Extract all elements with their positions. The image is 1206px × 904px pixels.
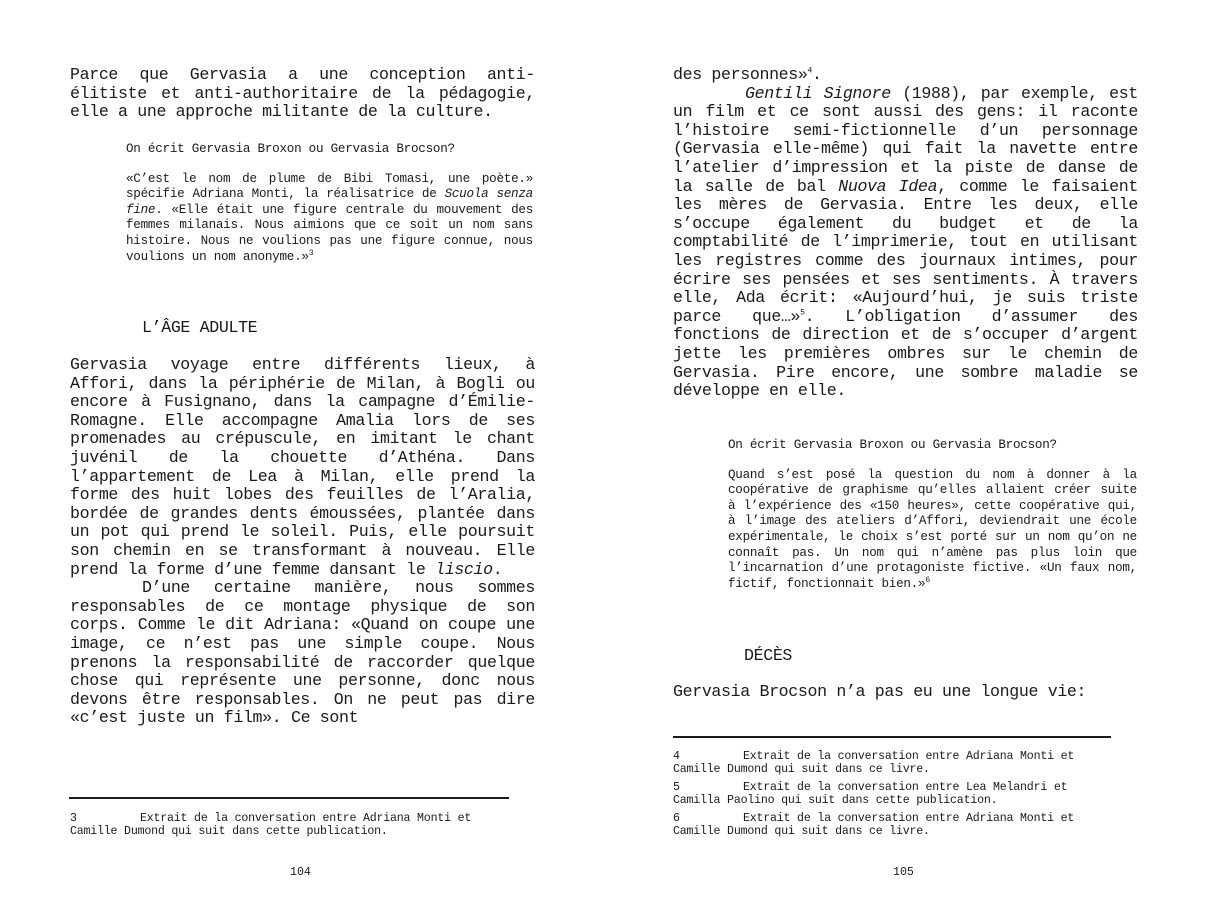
main-text	[673, 66, 1138, 401]
page-number: 104	[290, 866, 311, 879]
paragraph: Gentili Signore (1988), par exemple, est un film et ce sont aussi des gens: il raconte l’histoire semi-fictionnelle d’un personnage (Gervasia elle-même) qui fait la navette entre l’atelier d’impression et la piste de danse de la salle de bal Nuova Idea, comme le faisaient les mères de Gervasia. Entre les deux, elle s’occupe également du budget et de la comptabilité de l’imprimerie, tout en utilisant les registres comme des journaux intimes, pour écrire ses pensées et ses sentiments. À travers elle, Ada écrit: «Aujourd’hui, je suis triste parce que…»$^5$. L’obligation d’assumer des fonctions de direction et de s’occuper d’argent jette les premières ombres sur le chemin de Gervasia. Pire encore, une sombre maladie se développe en elle.	[673, 83, 1139, 401]
footnote: 4 Extrait de la conversation entre Adriana Monti et Camille Dumond qui suit dans ce livre.	[673, 750, 1075, 776]
section-heading-death: DÉCÈS	[744, 646, 793, 665]
page-number: 105	[893, 866, 914, 879]
quote-question: On écrit Gervasia Broxon ou Gervasia Brocson?	[728, 438, 1057, 452]
footnote: 3 Extrait de la conversation entre Adriana Monti et Camille Dumond qui suit dans cette publication.	[70, 812, 472, 838]
footnote-ref: 6	[925, 575, 930, 585]
footnote-number: 6	[673, 812, 680, 825]
paragraph: des personnes»$^4$.	[673, 65, 822, 84]
film-title: Scuola senza fine	[126, 187, 533, 217]
footnote-rule	[69, 797, 509, 799]
footnote-number: 5	[673, 781, 680, 794]
quote-question: On écrit Gervasia Broxon ou Gervasia Brocson?	[126, 142, 455, 156]
quote-text: Quand s’est posé la question du nom à donner à la coopérative de graphisme qu’elles allaient créer suite à l’expérience des «150 heures», cette coopérative qui, à l’image des ateliers d’Affori, deviendrait une école expérimentale, le choix s’est porté sur un nom qu’on ne connaît pas. Un nom qui n’amène pas plus loin que l’incarnation d’une protagoniste fictive. «Un faux nom, fictif, fonctionnait bien.»$^6$	[728, 467, 1137, 591]
paragraph: D’une certaine manière, nous sommes responsables de ce montage physique de son corps. Comme le dit Adriana: «Quand on coupe une image, ce n’est pas une simple coupe. Nous prenons la responsabilité de raccorder quelque chose qui représente une personne, donc nous devons être responsables. On ne peut pas dire «c’est juste un film». Ce sont	[70, 578, 535, 728]
interview-quote-block	[126, 142, 533, 265]
quote-text: «C’est le nom de plume de Bibi Tomasi, une poète.» spécifie Adriana Monti, la réalisatrice de Scuola senza fine. «Elle était une figure centrale du mouvement des femmes milanais. Nous aimions que ce soit un nom sans histoire. Nous ne voulions pas une figure connue, nous voulions un nom anonyme.»$^3$	[126, 171, 533, 264]
intro-paragraph: Parce que Gervasia a une conception anti-élitiste et anti-authoritaire de la pédagogie, elle a une approche militante de la culture.	[70, 65, 535, 122]
main-text	[70, 356, 535, 728]
paragraph: Gervasia voyage entre différents lieux, à Affori, dans la périphérie de Milan, à Bogli ou encore à Fusignano, dans la campagne d’Émilie-Romagne. Elle accompagne Amalia lors de ses promenades au crépuscule, en imitant le chant juvénil de la chouette d’Athéna. Dans l’appartement de Lea à Milan, elle prend la forme des huit lobes des feuilles de l’Aralia, bordée de grandes dents émoussées, plantée dans un pot qui prend le soleil. Puis, elle poursuit son chemin en se transformant à nouveau. Elle prend la forme d’une femme dansant le liscio.	[70, 355, 535, 579]
film-title: Gentili Signore	[745, 83, 891, 103]
footnote-ref: 3	[308, 248, 314, 258]
footnote-number: 4	[673, 750, 680, 763]
footnote-number: 3	[70, 812, 77, 825]
paragraph: Gervasia Brocson n’a pas eu une longue vie:	[673, 682, 1087, 701]
footnote: 6 Extrait de la conversation entre Adriana Monti et Camille Dumond qui suit dans ce livre.	[673, 812, 1075, 838]
left-page	[70, 0, 535, 904]
interview-quote-block	[728, 438, 1137, 592]
footnote: 5 Extrait de la conversation entre Lea Melandri et Camilla Paolino qui suit dans cette publication.	[673, 781, 1068, 807]
footnote-rule	[673, 736, 1111, 738]
section-heading-adult-age: L’ÂGE ADULTE	[142, 318, 258, 337]
